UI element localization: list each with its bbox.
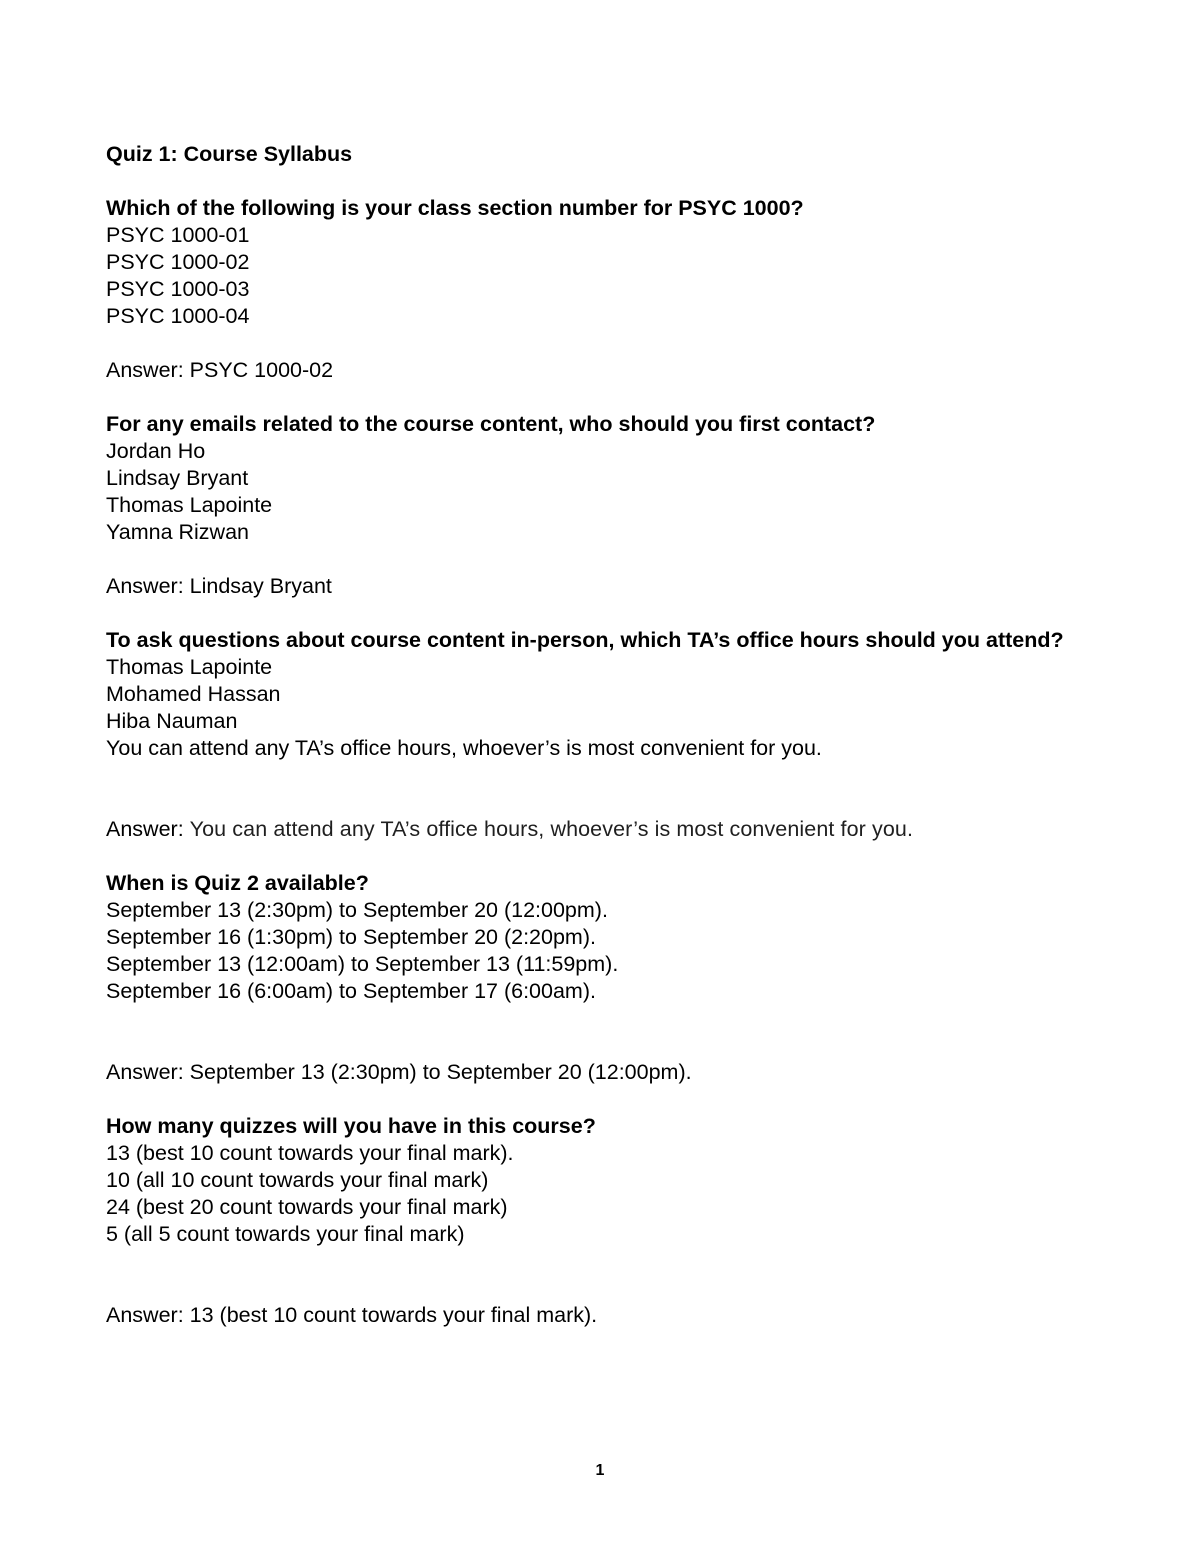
answer-line: [106, 1302, 1096, 1329]
option-item: You can attend any TA’s office hours, whoever’s is most convenient for you.: [106, 736, 822, 760]
option-item: PSYC 1000-03: [106, 277, 250, 301]
question-block-4: [106, 870, 1096, 1086]
answer-label: Answer:: [106, 574, 184, 598]
option-item: September 16 (6:00am) to September 17 (6:00am).: [106, 979, 596, 1003]
option-item: 24 (best 20 count towards your final mark): [106, 1195, 508, 1219]
answer-label: Answer:: [106, 817, 184, 841]
option-item: Thomas Lapointe: [106, 493, 273, 517]
option-item: Jordan Ho: [106, 439, 206, 463]
answer-label: Answer:: [106, 1303, 184, 1327]
question-block-3: [106, 627, 1096, 843]
option-item: PSYC 1000-02: [106, 250, 250, 274]
option-item: 5 (all 5 count towards your final mark): [106, 1222, 465, 1246]
option-item: September 16 (1:30pm) to September 20 (2:20pm).: [106, 925, 596, 949]
option-item: Mohamed Hassan: [106, 682, 281, 706]
option-item: PSYC 1000-01: [106, 223, 250, 247]
question-text: How many quizzes will you have in this course?: [106, 1114, 596, 1138]
answer-line: [106, 816, 1096, 843]
option-item: Yamna Rizwan: [106, 520, 249, 544]
answer-line: [106, 573, 1096, 600]
option-item: September 13 (12:00am) to September 13 (11:59pm).: [106, 952, 619, 976]
question-text: When is Quiz 2 available?: [106, 871, 369, 895]
answer-label: Answer:: [106, 1060, 184, 1084]
option-item: September 13 (2:30pm) to September 20 (12:00pm).: [106, 898, 608, 922]
question-block-2: [106, 411, 1096, 600]
page-number: 1: [595, 1462, 605, 1479]
answer-text: PSYC 1000-02: [189, 358, 334, 382]
option-item: 10 (all 10 count towards your final mark): [106, 1168, 489, 1192]
answer-line: [106, 357, 1096, 384]
question-text: To ask questions about course content in-person, which TA’s office hours should you attend?: [106, 628, 1064, 652]
question-text: Which of the following is your class section number for PSYC 1000?: [106, 196, 804, 220]
answer-text: 13 (best 10 count towards your final mark).: [189, 1303, 598, 1327]
option-item: Thomas Lapointe: [106, 655, 273, 679]
answer-text: You can attend any TA’s office hours, whoever’s is most convenient for you.: [189, 817, 914, 841]
option-item: PSYC 1000-04: [106, 304, 250, 328]
option-item: Lindsay Bryant: [106, 466, 249, 490]
answer-line: [106, 1059, 1096, 1086]
question-block-5: [106, 1113, 1096, 1329]
answer-label: Answer:: [106, 358, 184, 382]
option-item: 13 (best 10 count towards your final mark).: [106, 1141, 514, 1165]
question-text: For any emails related to the course content, who should you first contact?: [106, 412, 876, 436]
document-page: [106, 141, 1096, 1356]
answer-text: Lindsay Bryant: [189, 574, 332, 598]
question-block-1: [106, 195, 1096, 384]
document-title: Quiz 1: Course Syllabus: [106, 142, 353, 166]
option-item: Hiba Nauman: [106, 709, 238, 733]
answer-text: September 13 (2:30pm) to September 20 (12:00pm).: [189, 1060, 692, 1084]
